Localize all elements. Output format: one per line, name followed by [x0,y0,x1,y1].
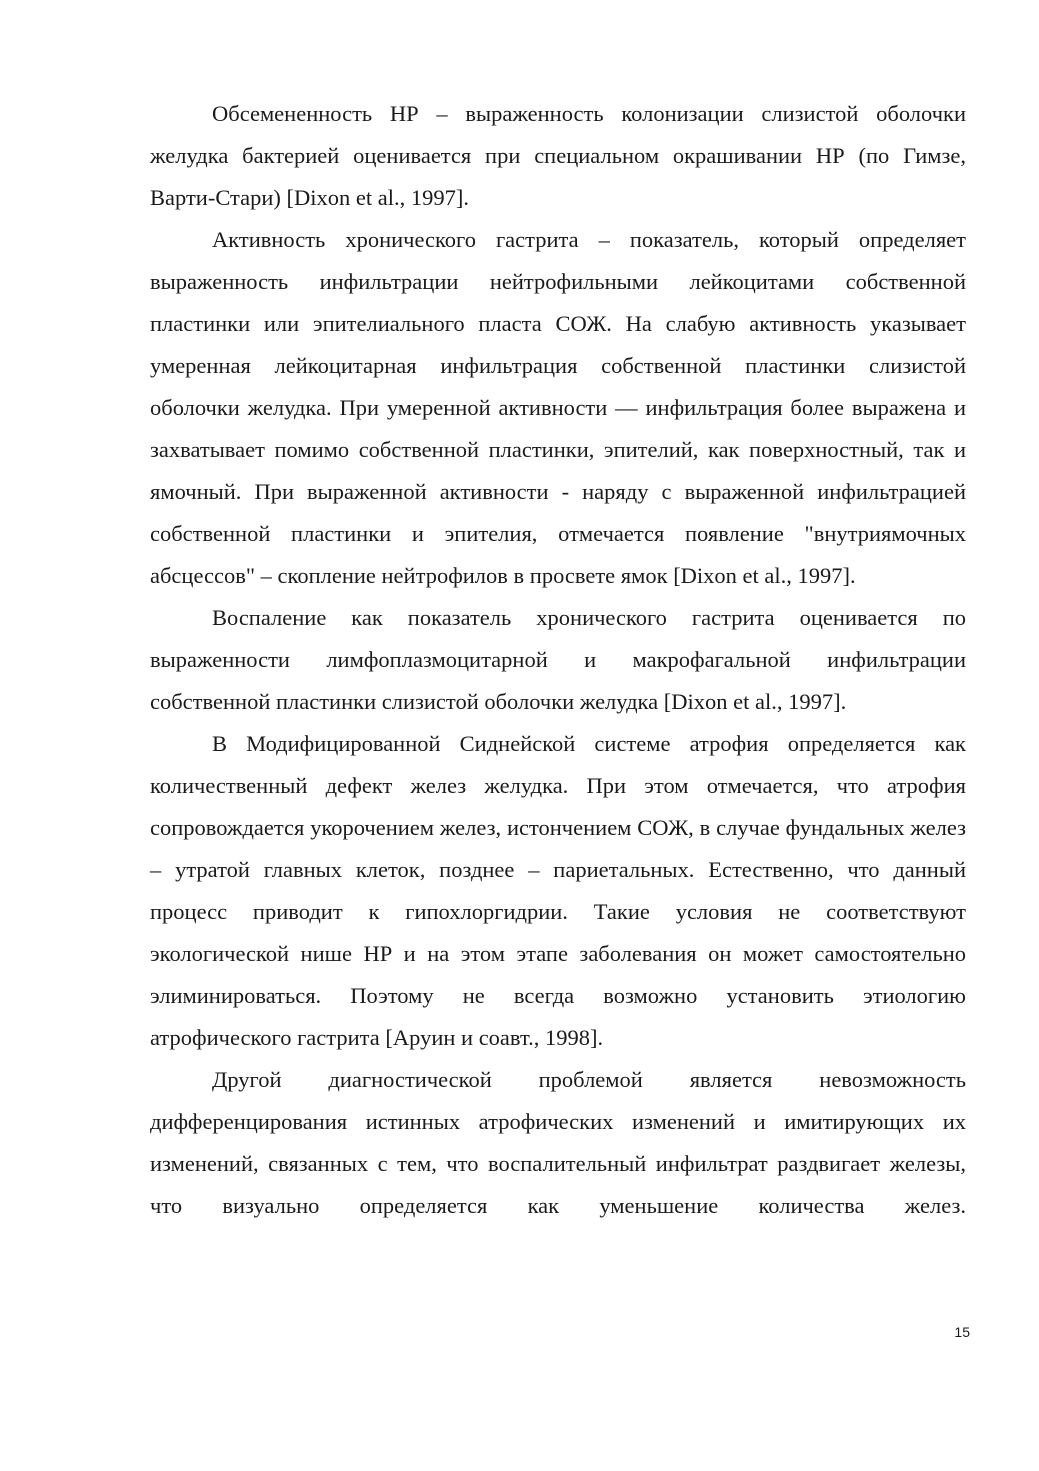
paragraph-atrophy: В Модифицированной Сиднейской системе атрофия определяется как количественный дефект желез желудка. При этом отмечается, что атрофия сопровождается укорочением желез, истончением СОЖ, в случае фундальных желез – утратой главных клеток, позднее – париетальных. Естественно, что данный процесс приводит к гипохлоргидрии. Такие условия не соответствуют экологической нише НР и на этом этапе заболевания он может самостоятельно элиминироваться. Поэтому не всегда возможно установить этиологию атрофического гастрита [Аруин и соавт., 1998]. [150,731,966,1050]
paragraph-gastritis-activity: Активность хронического гастрита – показатель, который определяет выраженность инфильтрации нейтрофильными лейкоцитами собственной пластинки или эпителиального пласта СОЖ. На слабую активность указывает умеренная лейкоцитарная инфильтрация собственной пластинки слизистой оболочки желудка. При умеренной активности — инфильтрация более выражена и захватывает помимо собственной пластинки, эпителий, как поверхностный, так и ямочный. При выраженной активности - наряду с выраженной инфильтрацией собственной пластинки и эпителия, отмечается появление "внутриямочных абсцессов" – скопление нейтрофилов в просвете ямок [Dixon et al., 1997]. [150,227,966,588]
body-text [150,93,966,1227]
paragraph-hp-colonization: Обсемененность НР – выраженность колонизации слизистой оболочки желудка бактерией оценивается при специальном окрашивании НР (по Гимзе, Варти-Стари) [Dixon et al., 1997]. [150,101,966,210]
paragraph-diagnostic-problem: Другой диагностической проблемой является невозможность дифференцирования истинных атрофических изменений и имитирующих их изменений, связанных с тем, что воспалительный инфильтрат раздвигает железы, что визуально определяется как уменьшение количества желез. [150,1067,966,1218]
page-number: 15 [954,1324,970,1340]
paragraph-inflammation: Воспаление как показатель хронического гастрита оценивается по выраженности лимфоплазмоцитарной и макрофагальной инфильтрации собственной пластинки слизистой оболочки желудка [Dixon et al., 1997]. [150,605,966,714]
